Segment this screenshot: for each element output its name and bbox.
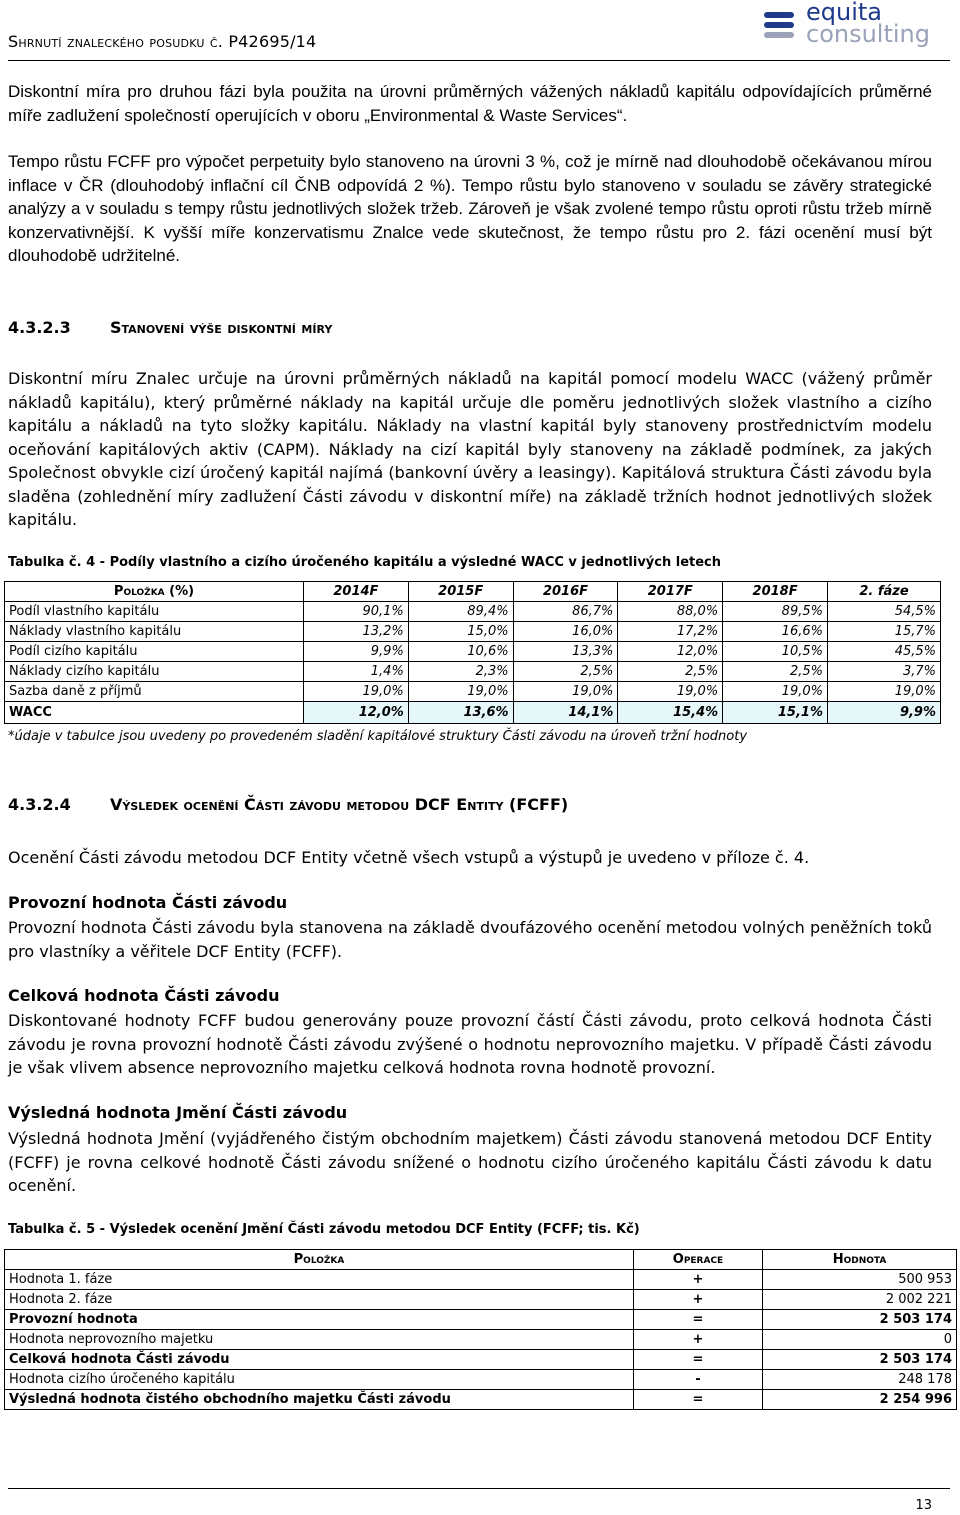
subheading-operating-value: Provozní hodnota Části závodu: [8, 893, 288, 912]
table-row: [5, 1390, 957, 1410]
table-cell: 16,0%: [513, 622, 618, 642]
table-cell: 89,4%: [408, 602, 513, 622]
table-cell: 2,5%: [618, 662, 723, 682]
table-row: [5, 1310, 957, 1330]
column-header: 2017F: [618, 582, 723, 602]
table-cell: 19,0%: [618, 682, 723, 702]
table-row: [5, 1330, 957, 1350]
paragraph-wacc: Diskontní míru Znalec určuje na úrovni průměrných nákladů na kapitál pomocí modelu WACC (vážený průměr nákladů kapitálu), který průměrné náklady na kapitál určuje dle poměru jednotlivých složek vlastního a cizího kapitálu a nákladů na tyto složky kapitálu. Náklady na vlastní kapitál byly stanoveny prostřednictvím modelu oceňování kapitálových aktiv (CAPM). Náklady na cizí kapitál byly stanoveny na základě podmínek, za jakých Společnost obvykle cizí úročený kapitál najímá (bankovní úvěry a leasingy). Kapitálová struktura Části závodu byla sladěna (zohlednění míry zadlužení Části závodu v diskontní míře) na základě tržních hodnot jednotlivých složek kapitálu.: [8, 369, 932, 529]
header-divider: [8, 60, 950, 61]
row-label: Podíl vlastního kapitálu: [5, 602, 304, 622]
table-cell: 14,1%: [513, 702, 618, 724]
operation-cell: +: [634, 1290, 763, 1310]
equita-consulting-logo: [762, 0, 932, 50]
table-cell: 9,9%: [304, 642, 409, 662]
table-cell: 9,9%: [827, 702, 940, 724]
table-cell: 12,0%: [618, 642, 723, 662]
table-cell: 89,5%: [723, 602, 828, 622]
paragraph-discount-rate-phase2: Diskontní míra pro druhou fázi byla použita na úrovni průměrných vážených nákladů kapitálu odpovídajících průměrné míře zadlužení společností operujících v oboru „Environmental & Waste Services“.: [8, 82, 932, 125]
logo-icon: [762, 8, 796, 42]
table-cell: 15,4%: [618, 702, 723, 724]
table-cell: 13,2%: [304, 622, 409, 642]
column-header: Položka: [5, 1250, 634, 1270]
row-label: Náklady vlastního kapitálu: [5, 622, 304, 642]
table-cell: 12,0%: [304, 702, 409, 724]
equity-valuation-table: [4, 1249, 957, 1410]
value-cell: 2 503 174: [763, 1310, 957, 1330]
table-header-row: [5, 582, 941, 602]
row-label: Hodnota 1. fáze: [5, 1270, 634, 1290]
table-cell: 54,5%: [827, 602, 940, 622]
table-cell: 19,0%: [827, 682, 940, 702]
subheading-total-value: Celková hodnota Části závodu: [8, 986, 280, 1005]
logo-text-top: equita: [806, 0, 882, 26]
table-row: [5, 1290, 957, 1310]
row-label: Podíl cizího kapitálu: [5, 642, 304, 662]
section-heading-4-3-2-4: [8, 795, 568, 814]
table-cell: 86,7%: [513, 602, 618, 622]
page-number: 13: [915, 1498, 932, 1513]
section-title: Stanovení výše diskontní míry: [110, 318, 333, 337]
row-label: Hodnota neprovozního majetku: [5, 1330, 634, 1350]
table-cell: 13,6%: [408, 702, 513, 724]
table-row: [5, 642, 941, 662]
operation-cell: =: [634, 1310, 763, 1330]
logo-text-bottom: consulting: [806, 20, 930, 48]
table-row: [5, 622, 941, 642]
table-row: [5, 602, 941, 622]
operation-cell: +: [634, 1330, 763, 1350]
paragraph-operating-value: Provozní hodnota Části závodu byla stanovena na základě dvoufázového ocenění metodou volných peněžních toků pro vlastníky a věřitele DCF Entity (FCFF).: [8, 918, 932, 961]
column-header: 2. fáze: [827, 582, 940, 602]
section-title: Výsledek ocenění Části závodu metodou DCF Entity (FCFF): [110, 795, 569, 814]
row-label: Provozní hodnota: [5, 1310, 634, 1330]
table-cell: 45,5%: [827, 642, 940, 662]
row-label: Hodnota cizího úročeného kapitálu: [5, 1370, 634, 1390]
value-cell: 2 503 174: [763, 1350, 957, 1370]
table-row: [5, 1270, 957, 1290]
table-cell: 19,0%: [408, 682, 513, 702]
table-cell: 10,6%: [408, 642, 513, 662]
table4-caption: Tabulka č. 4 - Podíly vlastního a cizího úročeného kapitálu a výsledné WACC v jednotlivých letech: [8, 555, 722, 570]
page-header: [0, 0, 960, 62]
operation-cell: -: [634, 1370, 763, 1390]
value-cell: 248 178: [763, 1370, 957, 1390]
column-header: 2014F: [304, 582, 409, 602]
table-row: [5, 1350, 957, 1370]
value-cell: 2 254 996: [763, 1390, 957, 1410]
table-cell: 88,0%: [618, 602, 723, 622]
table-row: [5, 682, 941, 702]
value-cell: 500 953: [763, 1270, 957, 1290]
column-header: 2015F: [408, 582, 513, 602]
value-cell: 2 002 221: [763, 1290, 957, 1310]
subheading-equity-value: Výsledná hodnota Jmění Části závodu: [8, 1103, 348, 1122]
value-cell: 0: [763, 1330, 957, 1350]
section-number: 4.3.2.4: [8, 795, 71, 814]
table-cell: 1,4%: [304, 662, 409, 682]
table-cell: 15,7%: [827, 622, 940, 642]
table-row: [5, 1370, 957, 1390]
table-cell: 2,5%: [513, 662, 618, 682]
table-cell: 2,5%: [723, 662, 828, 682]
operation-cell: =: [634, 1350, 763, 1370]
table-cell: 19,0%: [513, 682, 618, 702]
table-cell: 90,1%: [304, 602, 409, 622]
row-label: WACC: [5, 702, 304, 724]
wacc-table: [4, 581, 941, 724]
section-number: 4.3.2.3: [8, 318, 71, 337]
row-label: Hodnota 2. fáze: [5, 1290, 634, 1310]
paragraph-total-value: Diskontované hodnoty FCFF budou generovány pouze provozní částí Části závodu, proto celková hodnota Části závodu je rovna provozní hodnotě Části závodu zvýšené o hodnotu neprovozního majetku. V případě Části závodu je však vlivem absence neprovozního majetku celková hodnota rovna hodnotě provozní.: [8, 1011, 932, 1077]
table-cell: 19,0%: [723, 682, 828, 702]
column-header: Operace: [634, 1250, 763, 1270]
column-header: Položka (%): [5, 582, 304, 602]
table-cell: 19,0%: [304, 682, 409, 702]
column-header: 2018F: [723, 582, 828, 602]
table5-caption: Tabulka č. 5 - Výsledek ocenění Jmění Části závodu metodou DCF Entity (FCFF; tis. Kč): [8, 1222, 640, 1237]
operation-cell: =: [634, 1390, 763, 1410]
table-cell: 17,2%: [618, 622, 723, 642]
row-label: Sazba daně z příjmů: [5, 682, 304, 702]
document-title: Shrnutí znaleckého posudku č. P42695/14: [8, 32, 317, 51]
row-label: Výsledná hodnota čistého obchodního majetku Části závodu: [5, 1390, 634, 1410]
table-cell: 16,6%: [723, 622, 828, 642]
column-header: 2016F: [513, 582, 618, 602]
table-header-row: [5, 1250, 957, 1270]
row-label: Náklady cizího kapitálu: [5, 662, 304, 682]
paragraph-equity-value: Výsledná hodnota Jmění (vyjádřeného čistým obchodním majetkem) Části závodu stanovená metodou DCF Entity (FCFF) je rovna celkové hodnotě Části závodu snížené o hodnotu cizího úročeného kapitálu Části závodu k datu ocenění.: [8, 1129, 932, 1195]
paragraph-appendix-ref: Ocenění Části závodu metodou DCF Entity včetně všech vstupů a výstupů je uvedeno v příloze č. 4.: [8, 848, 810, 867]
wacc-row: [5, 702, 941, 724]
table-cell: 3,7%: [827, 662, 940, 682]
section-heading-4-3-2-3: [8, 318, 332, 337]
table-cell: 10,5%: [723, 642, 828, 662]
table-cell: 15,0%: [408, 622, 513, 642]
row-label: Celková hodnota Části závodu: [5, 1350, 634, 1370]
footer-divider: [8, 1488, 950, 1489]
table-row: [5, 662, 941, 682]
table-cell: 15,1%: [723, 702, 828, 724]
table4-footnote: *údaje v tabulce jsou uvedeny po provedeném sladění kapitálové struktury Části závodu na úroveň tržní hodnoty: [8, 729, 748, 744]
table-cell: 13,3%: [513, 642, 618, 662]
table-cell: 2,3%: [408, 662, 513, 682]
operation-cell: +: [634, 1270, 763, 1290]
paragraph-growth-rate: Tempo růstu FCFF pro výpočet perpetuity bylo stanoveno na úrovni 3 %, což je mírně nad dlouhodobě očekávanou mírou inflace v ČR (dlouhodobý inflační cíl ČNB odpovídá 2 %). Tempo růstu bylo stanoveno v souladu se závěry strategické analýzy a v souladu s tempy růstu jednotlivých složek tržeb. Zároveň je však zvolené tempo růstu oproti růstu tržeb mírně konzervativnější. K vyšší míře konzervatismu Znalce vede skutečnost, že tempo růstu pro 2. fázi ocenění musí být dlouhodobě udržitelné.: [8, 152, 932, 265]
column-header: Hodnota: [763, 1250, 957, 1270]
